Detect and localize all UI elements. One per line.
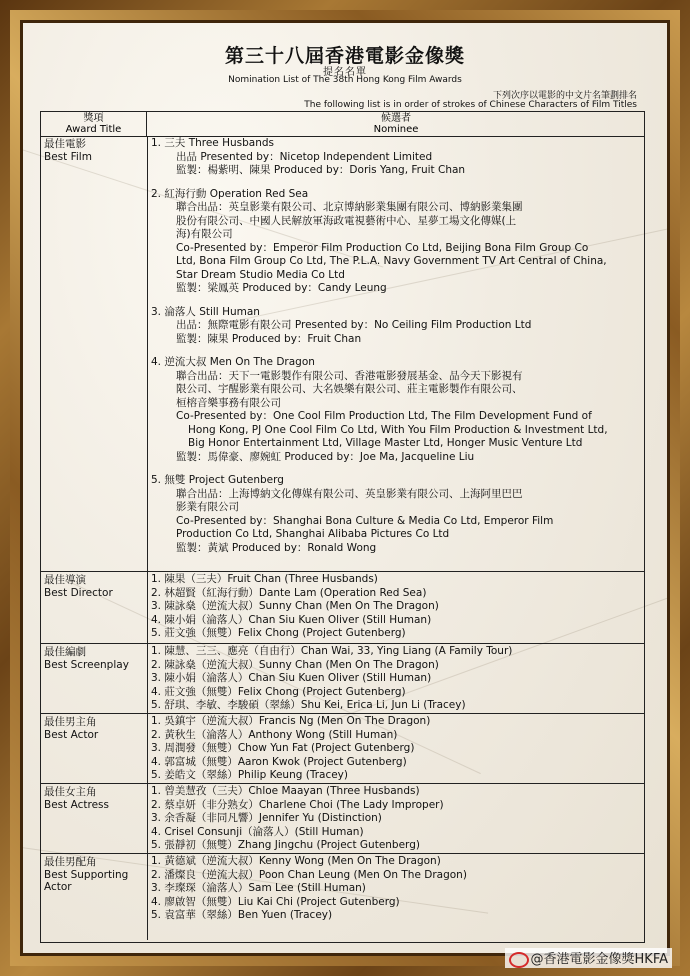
list-item: 5. 莊文強（無雙）Felix Chong (Project Gutenberg) xyxy=(151,627,406,639)
weibo-icon xyxy=(509,952,529,968)
list-item: 1. 吳鎮宇（逆流大叔）Francis Ng (Men On The Dragon) xyxy=(151,715,431,727)
list-item: 3. 陳詠燊（逆流大叔）Sunny Chan (Men On The Dragon) xyxy=(151,600,439,612)
list-item: 1. 陳果（三夫）Fruit Chan (Three Husbands) xyxy=(151,573,378,585)
list-item: 1. 陳慧、三三、應亮（自由行）Chan Wai, 33, Ying Liang (A Family Tour) xyxy=(151,645,513,657)
list-item: 3. 李璨琛（淪落人）Sam Lee (Still Human) xyxy=(151,882,366,894)
category-nominees xyxy=(148,784,644,853)
list-item: 4. 郭富城（無雙）Aaron Kwok (Project Gutenberg) xyxy=(151,755,407,768)
table-header xyxy=(41,112,644,137)
category-label: 最佳男配角 Best Supporting Actor xyxy=(41,854,148,940)
category-label: 最佳電影 Best Film xyxy=(41,136,148,571)
category-best-actor xyxy=(41,714,644,784)
list-item: 4. 陳小娟（淪落人）Chan Siu Kuen Oliver (Still Human) xyxy=(151,613,432,626)
list-item: 4. Crisel Consunji（淪落人）(Still Human) xyxy=(151,825,364,838)
category-nominees xyxy=(148,644,644,713)
category-label: 最佳導演 Best Director xyxy=(41,572,148,643)
list-item: 5. 袁富華（翠絲）Ben Yuen (Tracey) xyxy=(151,909,333,921)
category-best-director xyxy=(41,572,644,644)
film-title: 5. 無雙 Project Gutenberg xyxy=(151,474,284,486)
category-best-supporting-actor xyxy=(41,854,644,940)
list-item: 5. 姜皓文（翠絲）Philip Keung (Tracey) xyxy=(151,769,348,781)
order-note-zh: 下列次序以電影的中文片名筆劃排名 xyxy=(492,91,637,101)
film-title: 4. 逆流大叔 Men On The Dragon xyxy=(151,356,315,368)
order-note-en: The following list is in order of strokes of Chinese Characters of Film Titles xyxy=(304,100,637,110)
category-best-screenplay xyxy=(41,644,644,714)
english-title: Nomination List of The 38th Hong Kong Film Awards xyxy=(228,75,462,85)
list-item: 2. 陳詠燊（逆流大叔）Sunny Chan (Men On The Dragon) xyxy=(151,658,439,671)
list-item: 4. 莊文強（無雙）Felix Chong (Project Gutenberg) xyxy=(151,685,406,698)
nominee-header: 候選者 Nominee xyxy=(373,113,419,135)
category-nominees xyxy=(148,572,644,643)
list-item: 4. 廖啟智（無雙）Liu Kai Chi (Project Gutenberg) xyxy=(151,895,400,908)
category-nominees xyxy=(148,854,644,940)
film-title: 2. 紅海行動 Operation Red Sea xyxy=(151,187,309,200)
list-item: 2. 黃秋生（淪落人）Anthony Wong (Still Human) xyxy=(151,728,398,741)
list-item: 3. 陳小娟（淪落人）Chan Siu Kuen Oliver (Still Human) xyxy=(151,672,432,684)
category-best-actress xyxy=(41,784,644,854)
page-subtitle: 提名名單 xyxy=(323,67,367,78)
category-label: 最佳男主角 Best Actor xyxy=(41,714,148,783)
award-title-header: 獎項 Award Title xyxy=(41,112,147,136)
category-nominees xyxy=(148,714,644,783)
list-item: 5. 舒琪、李敏、李駿碩（翠絲）Shu Kei, Erica Li, Jun Li (Tracey) xyxy=(151,699,466,711)
category-label: 最佳編劇 Best Screenplay xyxy=(41,644,148,713)
list-item: 1. 黃德斌（逆流大叔）Kenny Wong (Men On The Dragon) xyxy=(151,855,441,867)
nomination-table xyxy=(40,111,645,943)
category-nominees: 1. 三夫 Three Husbands 出品 Presented by：Nicetop Independent Limited 監製：楊紫明、陳果 Produced by：Doris Yang, Fruit Chan 2. 紅海行動 Operation Red Sea 聯合出品：英皇影業有限公司、北京博納影業集團有限公司、博納影業集團 股份有限公司、中國人民解放軍海政電視藝術中心、星夢工場文化傳媒(上 海)有限公司 Co-Presented by：Emperor Film Production Co Ltd, Beijing Bona Film Group Co Ltd, Bona Film Group Co Ltd, The P.L.A. Navy Government TV Art Central of China, Star Dream Studio Media Co Ltd 監製：梁鳳英 Produced by：Candy Leung 3. 淪落人 Still Human 出品：無際電影有限公司 Presented by：No Ceiling Film Production Ltd 監製：陳果 Produced by：Fruit Chan 4. 逆流大叔 Men On The Dragon 聯合出品：天下一電影製作有限公司、香港電影發展基金、品今天下影視有 限公司、宇醒影業有限公司、大名娛樂有限公司、莊主電影製作有限公司、 桓榕音樂事務有限公司 Co-Presented by：One Cool Film Production Ltd, The Film Development Fund of Hong Kong, PJ One Cool Film Co Ltd, With You Film Production & Investment Ltd, Big Honor Entertainment Ltd, Village Master Ltd, Honger Music Venture Ltd 監製：馬偉豪、廖婉虹 Produced by：Joe Ma, Jacqueline Liu 5. 無雙 Project Gutenberg 聯合出品：上海博納文化傳媒有限公司、英皇影業有限公司、上海阿里巴巴 影業有限公司 Co-Presented by：Shanghai Bona Culture & Media Co Ltd, Emperor Film Production Co Ltd, Shanghai Alibaba Pictures Co Ltd 監製：黃斌 Produced by：Ronald Wong xyxy=(148,136,644,571)
film-title: 3. 淪落人 Still Human xyxy=(151,305,260,318)
page-title: 第三十八屆香港電影金像獎 xyxy=(224,45,465,67)
list-item: 3. 余香凝（非同凡響）Jennifer Yu (Distinction) xyxy=(151,812,382,824)
list-item: 2. 林超賢（紅海行動）Dante Lam (Operation Red Sea) xyxy=(151,586,427,599)
list-item: 5. 張靜初（無雙）Zhang Jingchu (Project Gutenberg) xyxy=(151,839,420,851)
category-best-film xyxy=(41,136,644,572)
category-label: 最佳女主角 Best Actress xyxy=(41,784,148,853)
list-item: 2. 潘燦良（逆流大叔）Poon Chan Leung (Men On The Dragon) xyxy=(151,868,467,881)
marble-paper xyxy=(23,23,667,953)
list-item: 3. 周潤發（無雙）Chow Yun Fat (Project Gutenberg) xyxy=(151,742,415,754)
film-title: 1. 三夫 Three Husbands xyxy=(151,137,275,149)
list-item: 2. 蔡卓妍（非分熟女）Charlene Choi (The Lady Improper) xyxy=(151,798,444,811)
weibo-watermark: @香港電影金像獎HKFA xyxy=(505,948,672,968)
list-item: 1. 曾美慧孜（三夫）Chloe Maayan (Three Husbands) xyxy=(151,785,420,797)
